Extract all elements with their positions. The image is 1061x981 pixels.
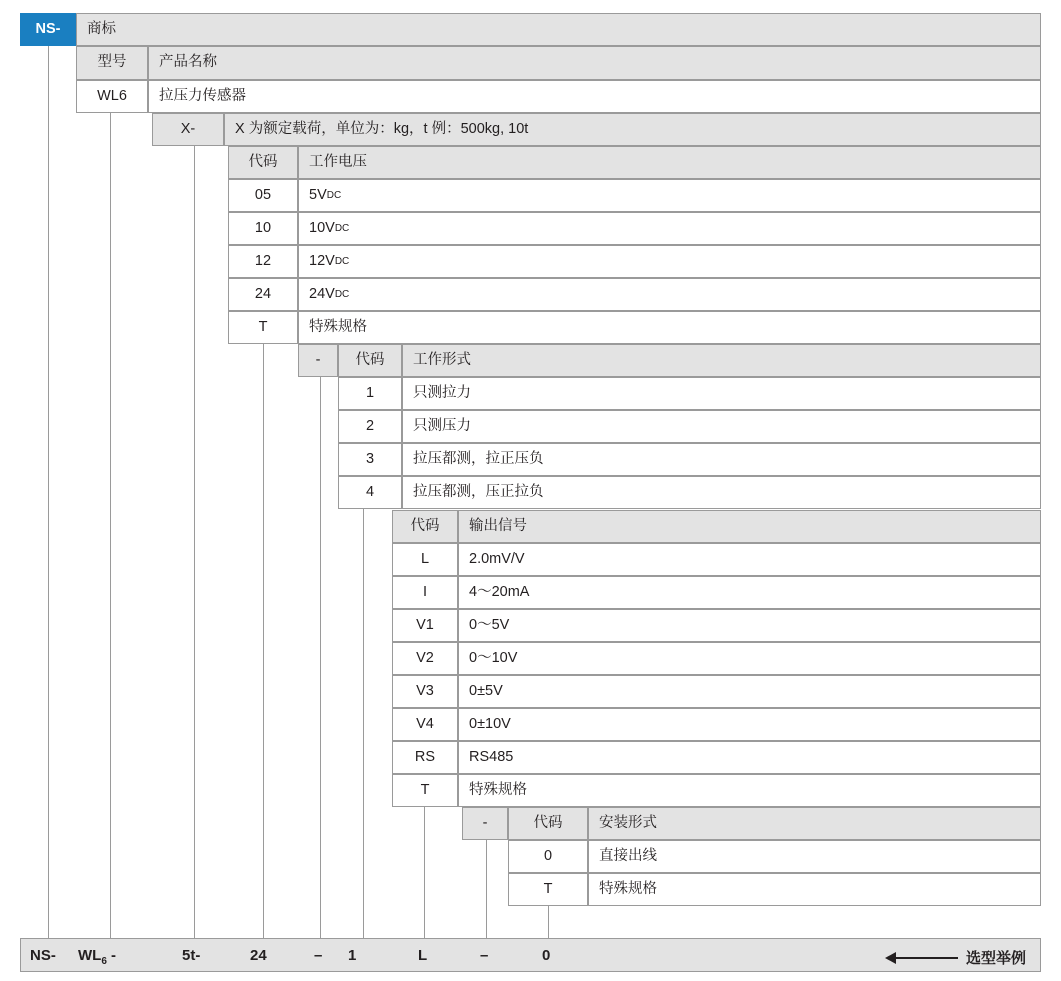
workmode-code-2: 3 (365, 450, 375, 467)
example-part-brand: NS- (30, 947, 56, 964)
voltage-row-label (298, 179, 1041, 212)
connector-line-dash2 (486, 839, 487, 938)
output-row-label (458, 708, 1041, 741)
connector-line-output (424, 805, 425, 938)
model-code: 型号 (97, 54, 127, 71)
output-row-code (392, 708, 458, 741)
model-value-code: WL6 (97, 87, 127, 104)
brand-label-cell (76, 13, 1041, 46)
capacity-code: X- (180, 120, 196, 137)
mount-label-1: 特殊规格 (599, 880, 657, 897)
example-part-voltage: 24 (250, 947, 267, 964)
output-label-1: 4～20mA (469, 583, 530, 600)
voltage-code-1: 10 (254, 219, 272, 236)
output-code-3: V2 (416, 649, 434, 666)
connector-line-dash1 (320, 375, 321, 938)
voltage-sub-1: DC (334, 222, 350, 234)
workmode-header-code-cell (338, 344, 402, 377)
output-label-7: 特殊规格 (469, 781, 527, 798)
mount-dash: - (482, 814, 488, 831)
workmode-header-code: 代码 (355, 351, 385, 368)
workmode-row-label (402, 443, 1041, 476)
connector-line-voltage (263, 343, 264, 938)
workmode-row-code (338, 410, 402, 443)
output-code-6: RS (414, 748, 436, 765)
workmode-row-code (338, 476, 402, 509)
output-code-5: V4 (416, 715, 434, 732)
voltage-header-code-cell (228, 146, 298, 179)
output-header-code-cell (392, 510, 458, 543)
connector-line-workmode (363, 509, 364, 938)
mount-header-code: 代码 (533, 814, 563, 831)
capacity-code-cell (152, 113, 224, 146)
output-label-3: 0～10V (469, 649, 518, 666)
output-row-code (392, 741, 458, 774)
output-row-label (458, 543, 1041, 576)
workmode-code-3: 4 (365, 483, 375, 500)
example-part-capacity: 5t- (182, 947, 201, 964)
voltage-row-label (298, 311, 1041, 344)
output-row-label (458, 642, 1041, 675)
mount-label-0: 直接出线 (599, 847, 657, 864)
mount-row-code (508, 840, 588, 873)
output-row-label (458, 774, 1041, 807)
workmode-code-0: 1 (365, 384, 375, 401)
connector-line-mount (548, 905, 549, 938)
workmode-dash-cell (298, 344, 338, 377)
brand-label: 商标 (87, 20, 116, 37)
output-row-code (392, 774, 458, 807)
model-label-cell (148, 46, 1041, 80)
mount-code-0: 0 (543, 847, 553, 864)
voltage-row-label (298, 212, 1041, 245)
example-part-model: $WL_6$ - (78, 947, 117, 967)
voltage-label-4: 特殊规格 (309, 318, 367, 335)
voltage-row-code (228, 245, 298, 278)
workmode-header-label: 工作形式 (413, 351, 471, 368)
output-row-code (392, 675, 458, 708)
voltage-code-3: 24 (254, 285, 272, 302)
output-row-code (392, 609, 458, 642)
example-arrow-group (885, 947, 1026, 968)
workmode-code-1: 2 (365, 417, 375, 434)
voltage-row-code (228, 311, 298, 344)
voltage-label-2: 12V (309, 252, 335, 269)
output-code-1: I (422, 583, 428, 600)
output-label-6: RS485 (469, 748, 514, 765)
example-note: 选型举例 (966, 950, 1027, 967)
output-code-0: L (420, 550, 430, 567)
example-part-dash1: – (314, 947, 323, 964)
workmode-row-label (402, 410, 1041, 443)
voltage-row-label (298, 278, 1041, 311)
workmode-row-label (402, 377, 1041, 410)
example-part-dash2: – (480, 947, 489, 964)
workmode-label-2: 拉压都测，拉正压负 (413, 450, 544, 467)
voltage-header-label: 工作电压 (309, 153, 367, 170)
mount-row-label (588, 840, 1041, 873)
mount-header-label-cell (588, 807, 1041, 840)
example-part-mount: 0 (542, 947, 551, 964)
voltage-header-code: 代码 (248, 153, 278, 170)
arrow-head-icon (885, 952, 896, 964)
workmode-row-code (338, 377, 402, 410)
voltage-code-4: T (258, 318, 268, 335)
output-row-code (392, 576, 458, 609)
output-header-label: 输出信号 (469, 517, 527, 534)
output-row-label (458, 576, 1041, 609)
model-label: 产品名称 (159, 54, 217, 71)
capacity-label-cell (224, 113, 1041, 146)
output-code-2: V1 (416, 616, 434, 633)
voltage-label-0: 5V (309, 186, 327, 203)
voltage-row-code (228, 212, 298, 245)
connector-line-model (110, 112, 111, 938)
model-code-cell (76, 46, 148, 80)
brand-code: NS- (35, 20, 61, 37)
workmode-label-1: 只测压力 (413, 417, 471, 434)
example-part-output: L (418, 947, 428, 964)
output-row-label (458, 741, 1041, 774)
voltage-row-code (228, 179, 298, 212)
output-row-code (392, 543, 458, 576)
output-label-4: 0±5V (469, 682, 503, 699)
model-value-code-cell (76, 80, 148, 113)
output-header-label-cell (458, 510, 1041, 543)
voltage-header-label-cell (298, 146, 1041, 179)
workmode-header-label-cell (402, 344, 1041, 377)
output-row-code (392, 642, 458, 675)
voltage-sub-0: DC (326, 189, 342, 201)
workmode-row-label (402, 476, 1041, 509)
mount-dash-cell (462, 807, 508, 840)
mount-code-1: T (543, 880, 553, 897)
mount-header-label: 安装形式 (599, 814, 657, 831)
output-code-7: T (420, 781, 430, 798)
workmode-dash: - (315, 351, 321, 368)
output-label-0: 2.0mV/V (469, 550, 525, 567)
voltage-label-3: 24V (309, 285, 335, 302)
output-row-label (458, 609, 1041, 642)
voltage-sub-2: DC (334, 255, 350, 267)
brand-code-cell (20, 13, 76, 46)
model-value-label: 拉压力传感器 (159, 87, 246, 104)
voltage-row-code (228, 278, 298, 311)
output-row-label (458, 675, 1041, 708)
output-label-5: 0±10V (469, 715, 511, 732)
voltage-row-label (298, 245, 1041, 278)
voltage-code-2: 12 (254, 252, 272, 269)
voltage-sub-3: DC (334, 288, 350, 300)
model-value-label-cell (148, 80, 1041, 113)
output-code-4: V3 (416, 682, 434, 699)
workmode-label-0: 只测拉力 (413, 384, 471, 401)
workmode-label-3: 拉压都测，压正拉负 (413, 483, 544, 500)
connector-line-brand (48, 44, 49, 938)
voltage-label-1: 10V (309, 219, 335, 236)
mount-row-code (508, 873, 588, 906)
workmode-row-code (338, 443, 402, 476)
arrow-line (896, 957, 958, 959)
mount-header-code-cell (508, 807, 588, 840)
connector-line-capacity (194, 145, 195, 938)
voltage-code-0: 05 (254, 186, 272, 203)
example-part-workmode: 1 (348, 947, 357, 964)
output-header-code: 代码 (410, 517, 440, 534)
mount-row-label (588, 873, 1041, 906)
capacity-label: X 为额定载荷，单位为：kg，t 例：500kg, 10t (235, 120, 529, 137)
output-label-2: 0～5V (469, 616, 510, 633)
